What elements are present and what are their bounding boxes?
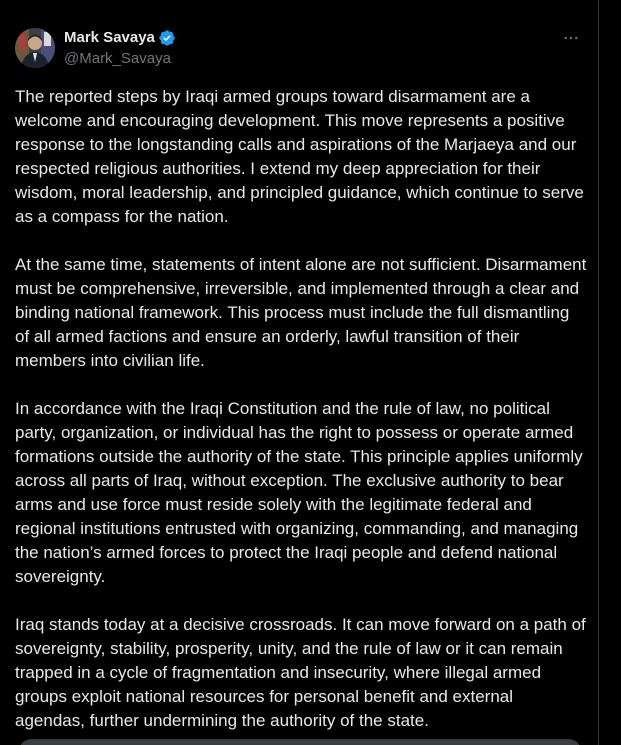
avatar[interactable] [15, 28, 55, 68]
tweet-paragraph: Iraq stands today at a decisive crossroads. It can move forward on a path of sovereignty, stability, prosperity, unity, and the rule of law or it can remain trapped in a cycle of fragmentation and insecurity, where illegal armed groups exploit national resources for personal benefit and external agendas, further undermining the authority of the state. [15, 615, 586, 730]
name-row [64, 28, 176, 48]
tweet-text [15, 85, 587, 745]
author-handle[interactable]: @Mark_Savaya [64, 50, 171, 67]
tweet-paragraph: The reported steps by Iraqi armed groups toward disarmament are a welcome and encouraging development. This move represents a positive response to the longstanding calls and aspirations of the Marjaeya and our respected religious authorities. I extend my deep appreciation for their wisdom, moral leadership, and principled guidance, which continue to serve as a compass for the nation. [15, 87, 584, 226]
more-horizontal-icon [562, 29, 580, 47]
author-display-name[interactable]: Mark Savaya [64, 29, 155, 46]
verified-badge-icon[interactable] [158, 29, 176, 47]
timeline-divider [598, 0, 599, 745]
author-info [64, 28, 176, 69]
tweet-paragraph: In accordance with the Iraqi Constitution and the rule of law, no political party, organization, or individual has the right to possess or operate armed formations outside the authority of the state. This principle applies uniformly across all parts of Iraq, without exception. The exclusive authority to bear arms and use force must reside solely with the legitimate federal and regional institutions entrusted with organizing, commanding, and managing the nation’s armed forces to protect the Iraqi people and defend national sovereignty. [15, 399, 583, 586]
media-attachment[interactable] [19, 739, 581, 745]
more-options-button[interactable] [556, 28, 586, 48]
tweet-paragraph: At the same time, statements of intent alone are not sufficient. Disarmament must be comprehensive, irreversible, and implemented through a clear and binding national framework. This process must include the full dismantling of all armed factions and ensure an orderly, lawful transition of their members into civilian life. [15, 255, 587, 370]
